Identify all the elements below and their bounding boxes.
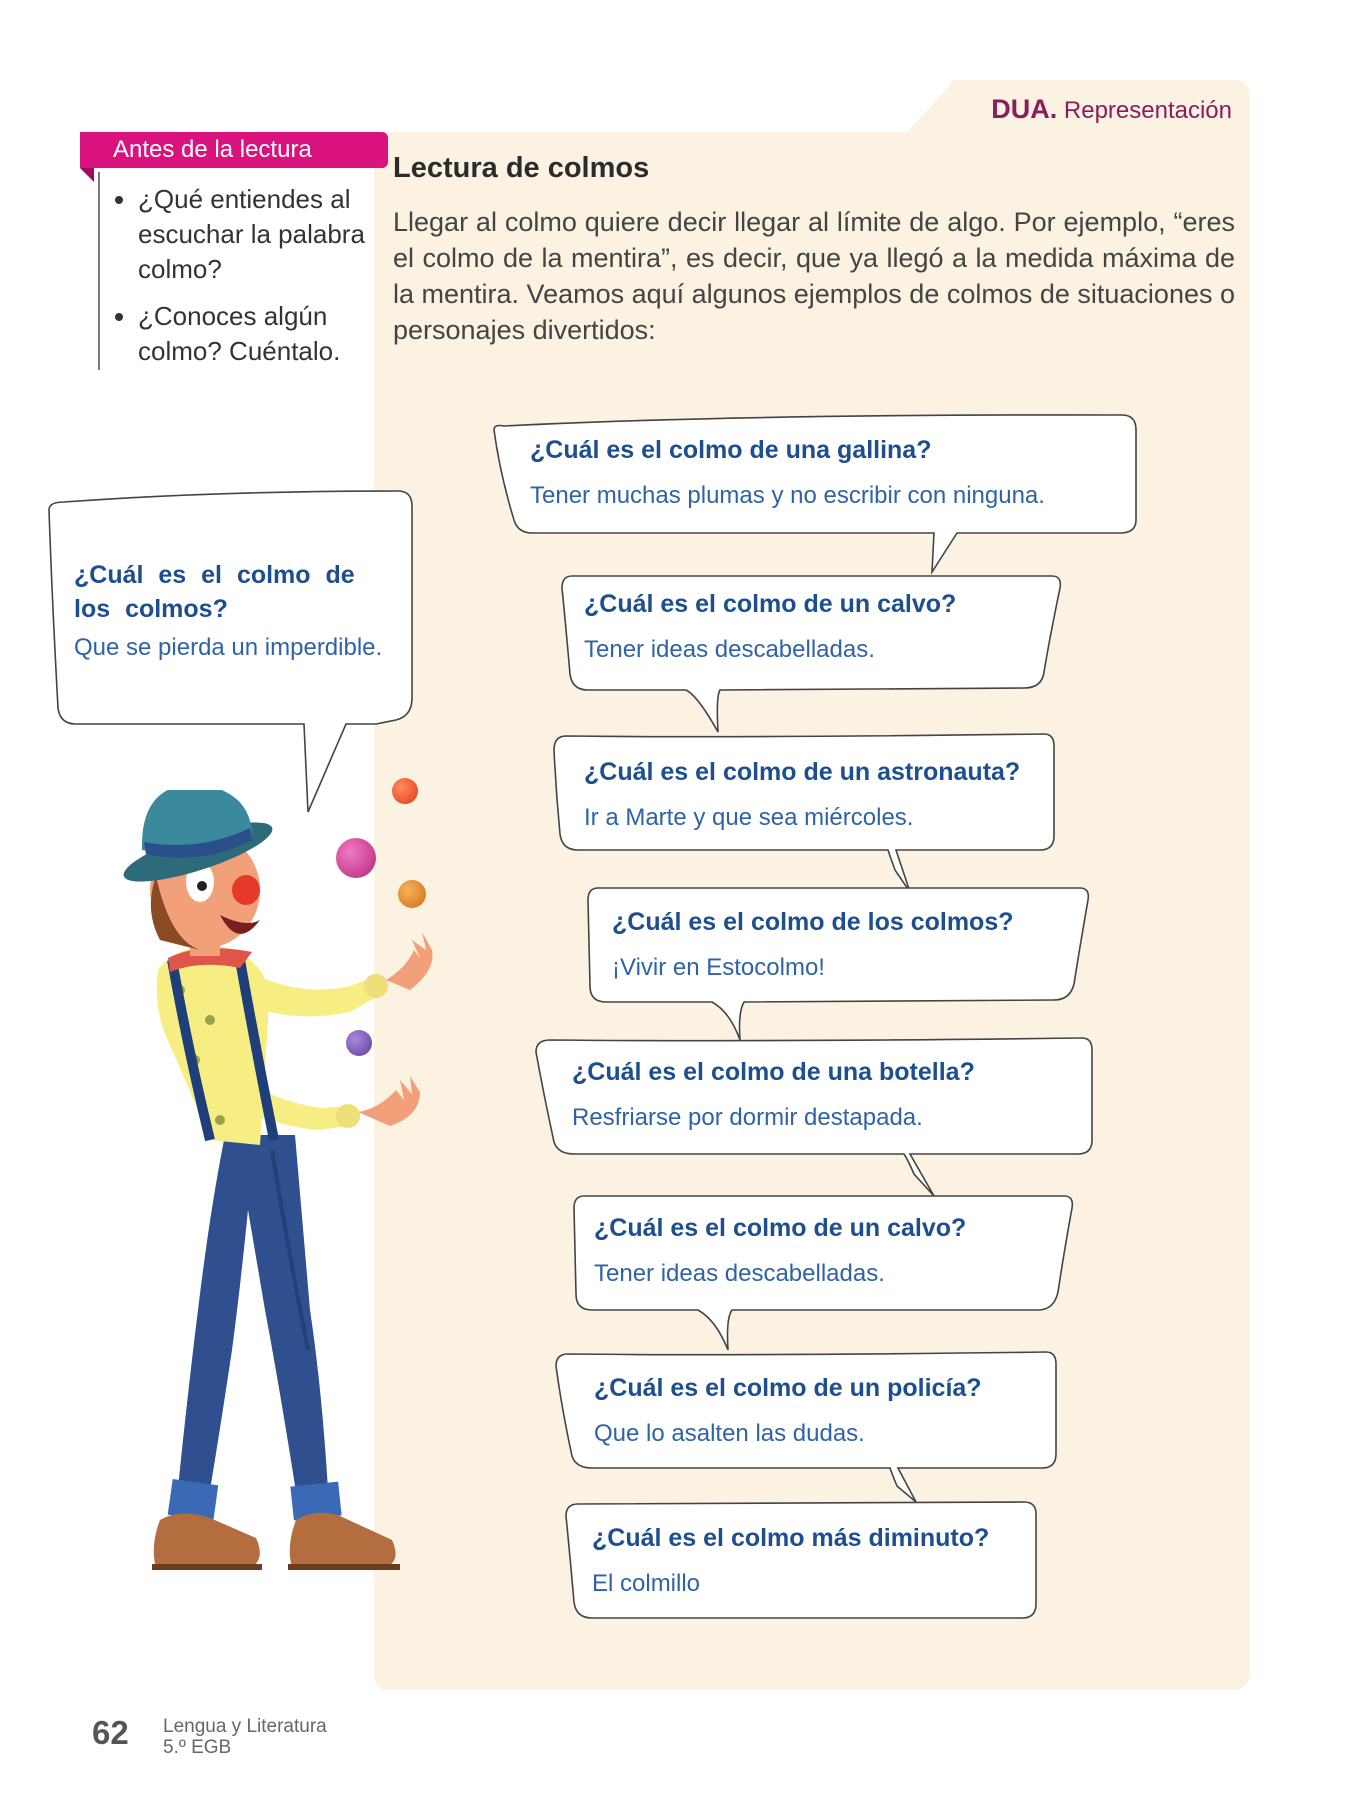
panel-notch <box>374 80 954 132</box>
bubble-answer: ¡Vivir en Estocolmo! <box>612 954 825 981</box>
bubble-question: ¿Cuál es el colmo de un calvo? <box>584 590 957 618</box>
bubble-outline <box>562 1500 1042 1625</box>
bubble-answer: Tener muchas plumas y no escribir con ninguna. <box>530 482 1045 509</box>
antes-list <box>112 182 388 381</box>
bubble-question: ¿Cuál es el colmo de un astronauta? <box>584 758 1021 786</box>
bubble-answer: El colmillo <box>592 1570 701 1597</box>
antes-item: • ¿Conoces algún colmo? Cuéntalo. <box>138 299 388 369</box>
bubble-question: ¿Cuál es el colmo de un calvo? <box>594 1214 967 1242</box>
clown-illustration <box>60 790 460 1590</box>
bubble-question: ¿Cuál es el colmo de una botella? <box>572 1058 975 1086</box>
bubble-question: ¿Cuál es el colmo de un policía? <box>594 1374 982 1402</box>
subject-name: Lengua y Literatura <box>163 1716 327 1737</box>
antes-divider <box>98 172 100 370</box>
dua-label <box>991 94 1232 125</box>
dua-text: Representación <box>1063 97 1232 124</box>
dua-bold: DUA. <box>991 94 1058 124</box>
bubble-answer: Tener ideas descabelladas. <box>594 1260 885 1287</box>
antes-item: • ¿Qué entiendes al escuchar la palabra colmo? <box>138 182 388 287</box>
bubble-answer: Ir a Marte y que sea miércoles. <box>584 804 914 831</box>
grade-label: 5.º EGB <box>163 1737 232 1758</box>
bubble-answer: Que lo asalten las dudas. <box>594 1420 865 1447</box>
footer-subject <box>163 1716 327 1758</box>
bubble-question: ¿Cuál es el colmo de los colmos? <box>612 908 1014 936</box>
intro-paragraph: Llegar al colmo quiere decir llegar al límite de algo. Por ejemplo, “eres el colmo de la mentira”, es decir, que ya llegó a la medida máxima de la mentira. Veamos aquí algunos ejemplos de colmos de situaciones o personajes divertidos: <box>393 207 1235 345</box>
bubble-question: ¿Cuál es el colmo de una gallina? <box>530 436 932 464</box>
bubble-question: ¿Cuál es el colmo de los colmos? <box>74 561 355 623</box>
page-title: Lectura de colmos <box>393 152 650 184</box>
antes-title: Antes de la lectura <box>113 136 312 163</box>
bubble-answer: Que se pierda un imperdible. <box>74 634 383 661</box>
antes-tab-fold <box>80 168 94 182</box>
page-number: 62 <box>92 1714 129 1751</box>
bubble-answer: Tener ideas descabelladas. <box>584 636 875 663</box>
bubble-question: ¿Cuál es el colmo más diminuto? <box>592 1524 990 1552</box>
bubble-answer: Resfriarse por dormir destapada. <box>572 1104 923 1131</box>
